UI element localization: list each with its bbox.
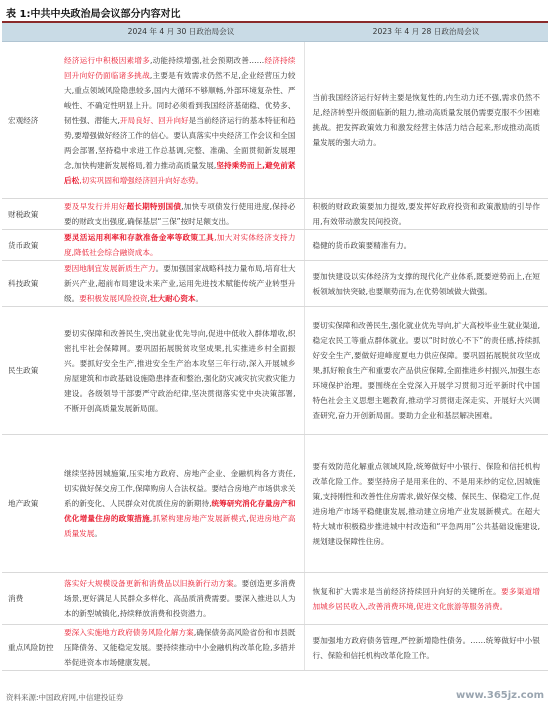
- table-row: [2, 435, 548, 573]
- highlighted-text: 要及早发行并用好: [64, 202, 127, 211]
- body-text: 积极的财政政策要加力提效,要发挥好政府投资和政策激励的引导作用,有效带动激发民间投资。: [312, 202, 540, 226]
- cell-2023: [304, 199, 548, 230]
- body-text: 。: [94, 529, 102, 538]
- row-category: 消费: [2, 573, 58, 625]
- highlighted-text: 要深入实施地方政府债务风险化解方案: [64, 628, 194, 637]
- row-category: 科技政策: [2, 261, 58, 307]
- highlighted-text: 超长期特别国债: [126, 202, 182, 211]
- row-category: 货币政策: [2, 230, 58, 261]
- header-category: [2, 23, 58, 42]
- row-category: 财税政策: [2, 199, 58, 230]
- highlighted-text: ,加大对实体经济支持力度,降低社会综合融资成本。: [64, 233, 296, 257]
- cell-2024: [58, 230, 304, 261]
- highlighted-text: 经济运行中积极因素增多: [64, 55, 150, 65]
- cell-2024: [58, 42, 304, 199]
- body-text: ,: [149, 514, 153, 523]
- highlighted-text: 统筹研究消化存量房产和优化增量住房的政策措施: [64, 499, 296, 523]
- body-text: 。要加强国家战略科技力量布局,培育壮大新兴产业,超前布局建设未来产业,运用先进技术赋能传统产业转型升级。: [64, 264, 296, 303]
- watermark: www.365jz.com: [455, 690, 544, 701]
- body-text: ,加快专项债发行使用进度,保持必要的财政支出强度,确保基层“三保”按时足额支出。: [64, 202, 296, 226]
- cell-2024: [58, 261, 304, 307]
- table-title: 表 1:中共中央政治局会议部分内容对比: [6, 9, 181, 20]
- header-2023: 2023 年 4 月 28 日政治局会议: [304, 23, 548, 42]
- body-text: 要有效防范化解重点领域风险,统筹做好中小银行、保险和信托机构改革化险工作。要坚持房子是用来住的、不是用来炒的定位,因城施策,支持刚性和改善性住房需求,做好保交楼、保民生、保稳定工作,促进房地产市场平稳健康发展,推动建立房地产业发展新模式。在超大特大城市积极稳步推进城中村改造和“平急两用”公共基础设施建设,规划建设保障性住房。: [312, 461, 540, 546]
- highlighted-text: 壮大耐心资本: [149, 294, 196, 303]
- highlighted-text: 要因地制宜发展新质生产力: [64, 264, 156, 273]
- table-body: [2, 42, 548, 671]
- body-text: ,: [246, 514, 249, 523]
- cell-2024: [58, 307, 304, 435]
- highlighted-text: 落实好大规模设备更新和消费品以旧换新行动方案: [64, 579, 234, 588]
- cell-2023: [304, 625, 548, 671]
- cell-2023: [304, 307, 548, 435]
- highlighted-text: 开局良好、回升向好: [119, 115, 189, 125]
- body-text: 。: [195, 294, 204, 303]
- cell-2023: [304, 42, 548, 199]
- body-text: ,动能持续增强,社会预期改善……: [149, 55, 265, 65]
- body-text: 要切实保障和改善民生,强化就业优先导向,扩大高校毕业生就业渠道,稳定农民工等重点群体就业。要以“时时放心不下”的责任感,持续抓好安全生产,要做好迎峰度夏电力供应保障。要巩固拓展脱贫攻坚成果,抓好粮食生产和重要农产品供应保障,全面推进乡村振兴,加强生态环境保护治理。要围绕在全党深入开展学习贯彻习近平新时代中国特色社会主义思想主题教育,推动学习贯彻走深走实、开展好大兴调查研究,奋力开创新局面。要助力企业和基层解决困难。: [312, 321, 540, 420]
- table-row: [2, 573, 548, 625]
- body-text: 稳健的货币政策要精准有力。: [312, 240, 412, 250]
- cell-2024: [58, 573, 304, 625]
- body-text: 恢复和扩大需求是当前经济持续回升向好的关键所在。: [312, 586, 501, 596]
- row-category: 民生政策: [2, 307, 58, 435]
- body-text: 。要创造更多消费场景,更好满足人民群众多样化、高品质消费需要。要深入推进以人为本的新型城镇化,持续释放消费和投资潜力。: [64, 579, 296, 618]
- body-text: 要加快建设以实体经济为支撑的现代化产业体系,既要逆势而上,在短板领域加快突破,也要顺势而为,在优势领域做大做强。: [312, 271, 540, 296]
- row-category: 宏观经济: [2, 42, 58, 199]
- body-text: ,确保债务高风险省份和市县既压降债务、又能稳定发展。要持续推动中小金融机构改革化险,多措并举促进资本市场健康发展。: [64, 628, 296, 667]
- body-text: ,主要是有效需求仍然不足,企业经营压力较大,重点领域风险隐患较多,国内大循环不够顺畅,外部环境复杂性、严峻性、不确定性明显上升。同时必须看到我国经济基础稳、优势多、韧性强、潜能大,: [64, 70, 296, 125]
- row-category: 重点风险防控: [2, 625, 58, 671]
- table-header-row: [2, 23, 548, 42]
- cell-2023: [304, 230, 548, 261]
- body-text: 是当前经济运行的基本特征和趋势,要增强做好经济工作的信心。要认真落实中央经济工作会议和全国两会部署,坚持稳中求进工作总基调,完整、准确、全面贯彻新发展理念,加快构建新发展格局,着力推动高质量发展,: [64, 115, 296, 170]
- table-row: [2, 42, 548, 199]
- highlighted-text: 要灵活运用利率和存款准备金率等政策工具: [64, 233, 215, 242]
- table-row: [2, 199, 548, 230]
- comparison-table: [2, 23, 548, 671]
- highlighted-text: 要多渠道增加城乡居民收入,改善消费环境,促进文化旅游等服务消费。: [312, 586, 541, 611]
- cell-2024: [58, 625, 304, 671]
- row-category: 地产政策: [2, 435, 58, 573]
- body-text: 当前我国经济运行好转主要是恢复性的,内生动力还不强,需求仍然不足,经济转型升级面临新的阻力,推动高质量发展仍需要克服不少困难挑战。把发挥政策效力和激发经营主体活力结合起来,形成推动高质量发展的强大动力。: [312, 93, 540, 147]
- highlighted-text: 抓紧构建房地产发展新模式: [152, 514, 247, 523]
- highlighted-text: ,切实巩固和增强经济回升向好态势。: [79, 175, 204, 185]
- table-row: [2, 261, 548, 307]
- body-text: 要加强地方政府债务管理,严控新增隐性债务。……统筹做好中小银行、保险和信托机构改革化险工作。: [312, 635, 540, 660]
- table-row: [2, 625, 548, 671]
- body-text: 要切实保障和改善民生,突出就业优先导向,促进中低收入群体增收,织密扎牢社会保障网。要巩固拓展脱贫攻坚成果,扎实推进乡村全面振兴。要抓好安全生产,推进安全生产治本攻坚三年行动,深入开展城乡房屋建筑和市政基础设施隐患排查和整治,强化防灾减灾抗灾救灾能力建设。各级领导干部要严守政治纪律,坚决贯彻落实党中央决策部署,不断开创高质量发展新局面。: [64, 328, 296, 413]
- cell-2024: [58, 435, 304, 573]
- body-text: ,: [147, 294, 150, 303]
- body-text: 继续坚持因城施策,压实地方政府、房地产企业、金融机构各方责任,切实做好保交房工作,保障购房人合法权益。要结合房地产市场供求关系的新变化、人民群众对优质住房的新期待,: [64, 469, 296, 508]
- cell-2024: [58, 199, 304, 230]
- cell-2023: [304, 573, 548, 625]
- highlighted-text: 促进房地产高质量发展: [64, 514, 296, 538]
- cell-2023: [304, 261, 548, 307]
- highlighted-text: 坚持乘势而上,避免前紧后松: [64, 160, 296, 185]
- cell-2023: [304, 435, 548, 573]
- highlighted-text: 经济持续回升向好仍面临诸多挑战: [64, 55, 296, 80]
- table-row: [2, 307, 548, 435]
- source-note: 资料来源:中国政府网,中信建投证券: [6, 693, 124, 702]
- table-row: [2, 230, 548, 261]
- highlighted-text: 要积极发展风险投资: [79, 294, 148, 303]
- header-2024: 2024 年 4 月 30 日政治局会议: [58, 23, 304, 42]
